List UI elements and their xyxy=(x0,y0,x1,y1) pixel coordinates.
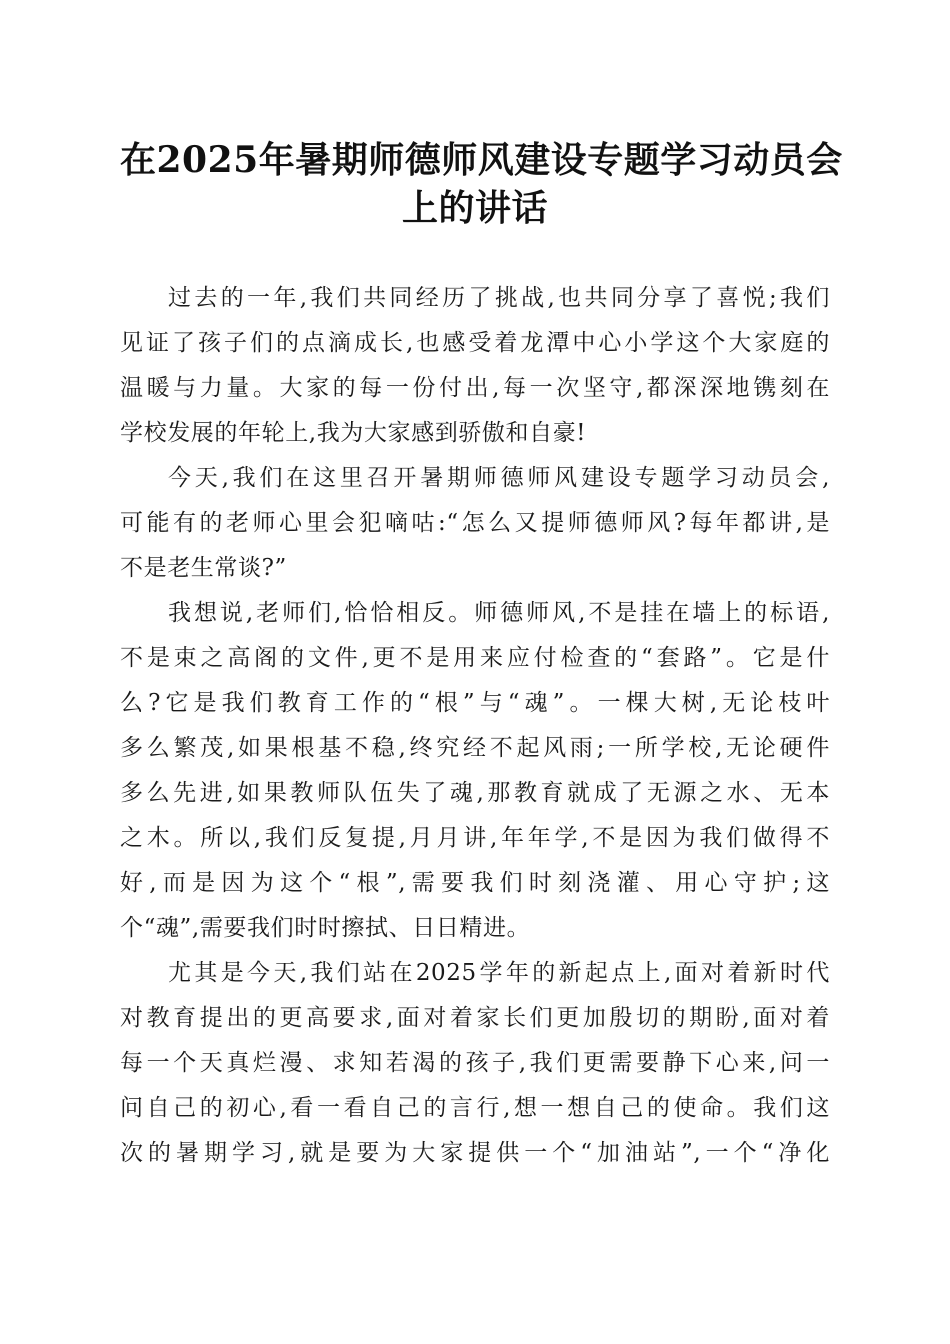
paragraph-1 xyxy=(120,276,830,456)
paragraph-3 xyxy=(120,591,830,951)
text-line: 每一个天真烂漫、求知若渴的孩子,我们更需要静下心来,问一 xyxy=(120,1050,830,1076)
text-line: 过去的一年,我们共同经历了挑战,也共同分享了喜悦;我们 xyxy=(168,285,830,311)
document-body xyxy=(120,276,830,1176)
text-line: 之木。所以,我们反复提,月月讲,年年学,不是因为我们做得不 xyxy=(120,825,830,851)
text-line: 么?它是我们教育工作的“根”与“魂”。一棵大树,无论枝叶 xyxy=(120,690,830,716)
page-title xyxy=(120,136,843,232)
title-line-1: 在2025年暑期师德师风建设专题学习动员会 xyxy=(120,139,843,181)
text-line: 尤其是今天,我们站在2025学年的新起点上,面对着新时代 xyxy=(168,960,830,986)
text-line: 多么先进,如果教师队伍失了魂,那教育就成了无源之水、无本 xyxy=(120,780,830,806)
text-line: 问自己的初心,看一看自己的言行,想一想自己的使命。我们这 xyxy=(120,1095,830,1121)
text-line: 不是束之高阁的文件,更不是用来应付检查的“套路”。它是什 xyxy=(120,645,830,671)
text-line: 对教育提出的更高要求,面对着家长们更加殷切的期盼,面对着 xyxy=(120,1005,830,1031)
text-line: 学校发展的年轮上,我为大家感到骄傲和自豪! xyxy=(120,420,587,446)
text-line: 多么繁茂,如果根基不稳,终究经不起风雨;一所学校,无论硬件 xyxy=(120,735,830,761)
text-line: 不是老生常谈?” xyxy=(120,555,287,581)
text-line: 好,而是因为这个“根”,需要我们时刻浇灌、用心守护;这 xyxy=(120,870,830,896)
paragraph-2 xyxy=(120,456,830,591)
paragraph-4 xyxy=(120,951,830,1176)
text-line: 温暖与力量。大家的每一份付出,每一次坚守,都深深地镌刻在 xyxy=(120,375,830,401)
text-line: 见证了孩子们的点滴成长,也感受着龙潭中心小学这个大家庭的 xyxy=(120,330,830,356)
text-line: 我想说,老师们,恰恰相反。师德师风,不是挂在墙上的标语, xyxy=(168,600,830,626)
text-line: 今天,我们在这里召开暑期师德师风建设专题学习动员会, xyxy=(168,465,830,491)
text-line: 个“魂”,需要我们时时擦拭、日日精进。 xyxy=(120,915,531,941)
text-line: 次的暑期学习,就是要为大家提供一个“加油站”,一个“净化 xyxy=(120,1140,830,1166)
text-line: 可能有的老师心里会犯嘀咕:“怎么又提师德师风?每年都讲,是 xyxy=(120,510,830,536)
title-line-2: 上的讲话 xyxy=(401,187,548,229)
